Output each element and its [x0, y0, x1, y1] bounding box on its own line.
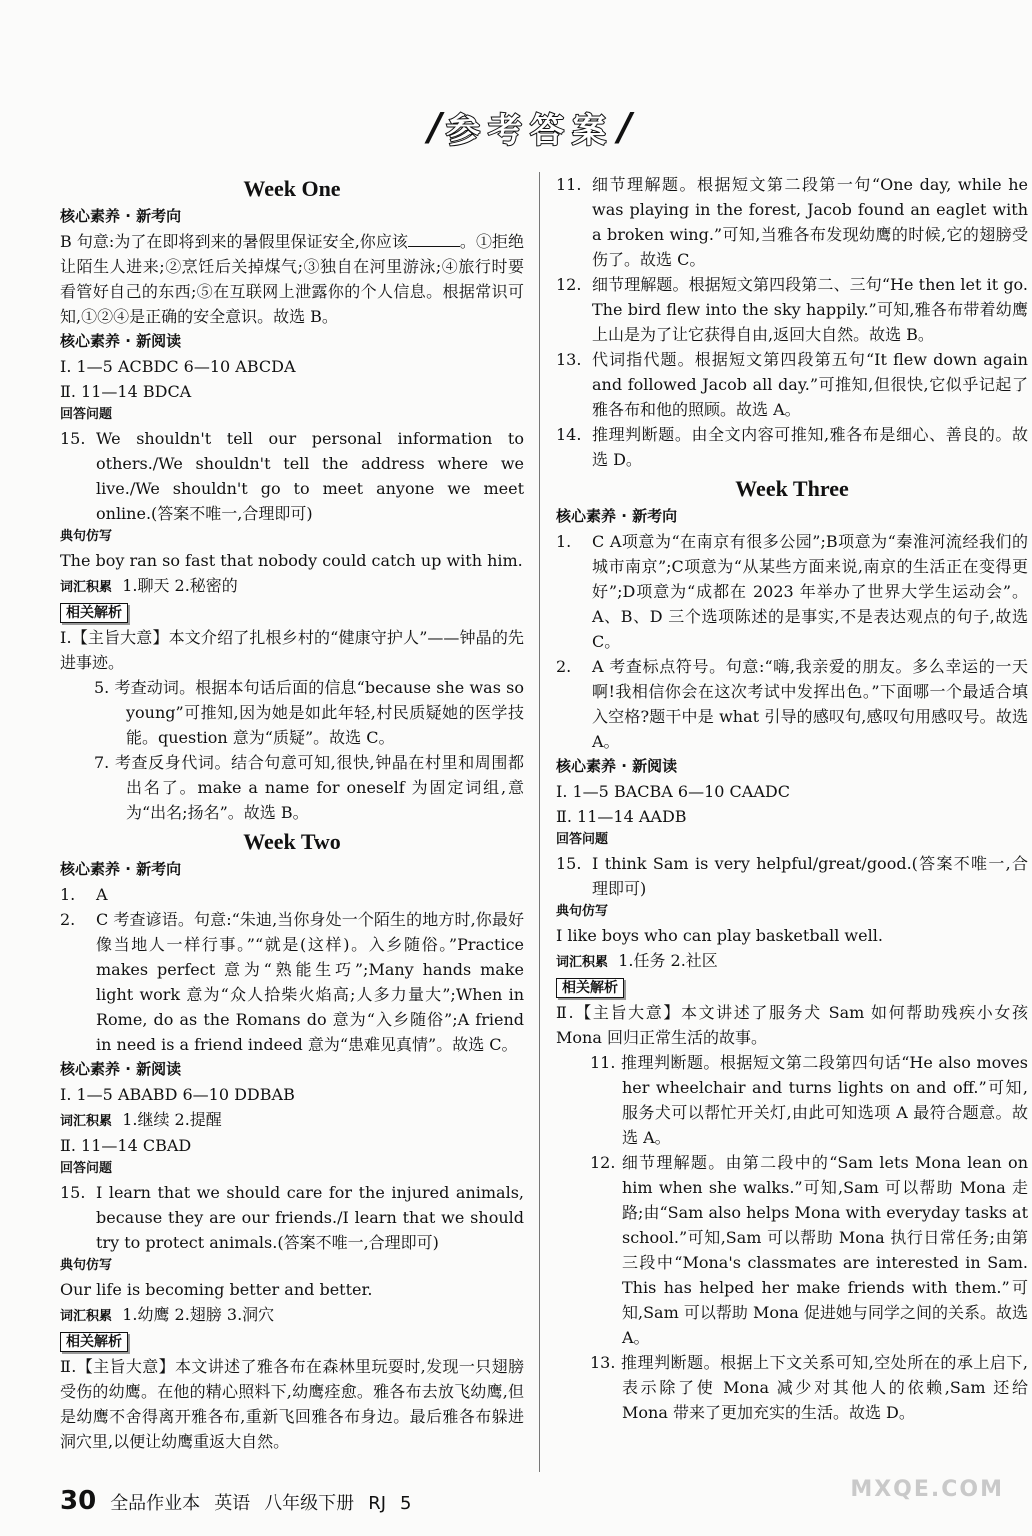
analysis-tag: 相关解析	[60, 603, 128, 623]
answer-item: 2. C 考查谚语。句意:“朱迪,当你身处一个陌生的地方时,你最好像当地人一样行事。”“就是(这样)。入乡随俗。”Practice makes perfect 意为“熟能生巧”;Many hands make light work 意为“众人拾柴火焰高;人多力量大”;When in Rome, do as the Romans do 意为“入乡随俗”;A friend in need is a friend indeed 意为“患难见真情”。故选 C。	[60, 910, 524, 1054]
answer-item: 2. A 考查标点符号。句意:“嗨,我亲爱的朋友。多么幸运的一天啊!我相信你会在这次考试中发挥出色。”下面哪一个最适合填入空格?题干中是 what 引导的感叹句,感叹句用感叹号。故选 A。	[556, 657, 1028, 751]
vocab-line: 词汇积累 1.聊天 2.秘密的	[60, 576, 238, 595]
subsection-heading: 典句仿写	[60, 1258, 113, 1273]
vocab-line: 词汇积累 1.继续 2.提醒	[60, 1110, 222, 1129]
vocab-line: 词汇积累 1.任务 2.社区	[556, 951, 718, 970]
answer-item: 15. I think Sam is very helpful/great/good.(答案不唯一,合理即可)	[556, 854, 1028, 898]
answer-item: 1. C A项意为“在南京有很多公园”;B项意为“秦淮河流经我们的城市南京”;C项意为“从某些方面来说,南京的生活正在变得更好”;D项意为“成都在 2023 年举办了世界大学生运动会”。A、B、D 三个选项陈述的是事实,不是表达观点的句子,故选 C。	[556, 532, 1028, 651]
subsection-heading: 回答问题	[556, 832, 609, 847]
answer-line: I like boys who can play basketball well.	[556, 926, 883, 945]
column-divider	[539, 172, 540, 1472]
grade-name: 八年级下册	[264, 1493, 355, 1514]
explanation-item: 11. 推理判断题。根据短文第二段第四句话“He also moves her wheelchair and turns lights on and off.”可知,服务犬可以帮忙开关灯,由此可知选项 A 最符合题意。故选 A。	[590, 1053, 1028, 1147]
answer-item: 1. A	[60, 885, 108, 904]
right-column	[556, 172, 1028, 1425]
subsection-heading: 典句仿写	[556, 904, 609, 919]
main-idea: Ⅱ.【主旨大意】本文讲述了雅各布在森林里玩耍时,发现一只翅膀受伤的幼鹰。在他的精心照料下,幼鹰痊愈。雅各布去放飞幼鹰,但是幼鹰不舍得离开雅各布,重新飞回雅各布身边。最后雅各布躲进洞穴里,以便让幼鹰重返大自然。	[60, 1357, 524, 1451]
banner-slash-left: /	[428, 105, 442, 149]
answer-line: The boy ran so fast that nobody could catch up with him.	[60, 551, 523, 570]
subsection-heading: 典句仿写	[60, 529, 113, 544]
section-heading: 核心素养 · 新阅读	[60, 1060, 182, 1078]
answer-line: Ⅰ. 1—5 ABABD 6—10 DDBAB	[60, 1085, 295, 1104]
answer-banner	[405, 102, 655, 152]
explanation-item: 12. 细节理解题。根据短文第四段第二、三句“He then let it go. The bird flew into the sky happily.”可知,雅各布带着幼鹰上山是为了让它获得自由,返回大自然。故选 B。	[556, 275, 1028, 344]
answer-line: Ⅱ. 11—14 BDCA	[60, 382, 192, 401]
section-heading: 核心素养 · 新考向	[60, 860, 182, 878]
subject-name: 英语	[214, 1493, 251, 1514]
page-number: 30	[60, 1486, 97, 1516]
analysis-tag: 相关解析	[60, 1332, 128, 1352]
answer-line: Ⅰ. 1—5 BACBA 6—10 CAADC	[556, 782, 790, 801]
answer-paragraph: B 句意:为了在即将到来的暑假里保证安全,你应该 。①拒绝让陌生人进来;②烹饪后关掉煤气;③独自在河里游泳;④旅行时要看管好自己的东西;⑤在互联网上泄露你的个人信息。根据常识可知,①②④是正确的安全意识。故选 B。	[60, 232, 524, 326]
week-two-title: Week Two	[243, 829, 341, 854]
book-name: 全品作业本	[110, 1493, 201, 1514]
explanation-item: 12. 细节理解题。由第二段中的“Sam lets Mona lean on him when she walks.”可知,Sam 可以帮助 Mona 走路;由“Sam also helps Mona with everyday tasks at school.”可知,Sam 可以帮助 Mona 执行日常任务;由第三段中“Mona's classmates are interested in Sam. This has helped her make friends with them.”可知,Sam 可以帮助 Mona 促进她与同学之间的关系。故选 A。	[590, 1153, 1028, 1347]
answer-line: Ⅱ. 11—14 AADB	[556, 807, 687, 826]
explanation-item: 7. 考查反身代词。结合句意可知,很快,钟晶在村里和周围都出名了。make a name for oneself 为固定词组,意为“出名;扬名”。故选 B。	[94, 753, 524, 822]
analysis-tag: 相关解析	[556, 978, 624, 998]
explanation-item: 11. 细节理解题。根据短文第二段第一句“One day, while he was playing in the forest, Jacob found an eaglet with a broken wing.”可知,当雅各布发现幼鹰的时候,它的翅膀受伤了。故选 C。	[556, 175, 1028, 269]
week-three-title: Week Three	[735, 476, 849, 501]
section-heading: 核心素养 · 新阅读	[60, 332, 182, 350]
page-footer	[60, 1486, 411, 1516]
left-column	[60, 172, 524, 1454]
volume-number: 5	[400, 1493, 412, 1514]
answer-line: Ⅰ. 1—5 ACBDC 6—10 ABCDA	[60, 357, 296, 376]
week-one-title: Week One	[243, 176, 341, 201]
answer-line: Our life is becoming better and better.	[60, 1280, 373, 1299]
section-heading: 核心素养 · 新考向	[60, 207, 182, 225]
watermark: MXQE.COM	[850, 1477, 1004, 1502]
subsection-heading: 回答问题	[60, 407, 113, 422]
section-heading: 核心素养 · 新阅读	[556, 757, 678, 775]
explanation-item: 13. 代词指代题。根据短文第四段第五句“It flew down again and followed Jacob all day.”可推知,但很快,它似乎记起了雅各布和他的照顾。故选 A。	[556, 350, 1028, 419]
main-idea: Ⅱ.【主旨大意】本文讲述了服务犬 Sam 如何帮助残疾小女孩 Mona 回归正常生活的故事。	[556, 1003, 1028, 1047]
vocab-line: 词汇积累 1.幼鹰 2.翅膀 3.洞穴	[60, 1305, 275, 1324]
explanation-item: 14. 推理判断题。由全文内容可推知,雅各布是细心、善良的。故选 D。	[556, 425, 1028, 469]
answer-line: Ⅱ. 11—14 CBAD	[60, 1136, 192, 1155]
explanation-item: 5. 考查动词。根据本句话后面的信息“because she was so young”可推知,因为她是如此年轻,村民质疑她的医学技能。question 意为“质疑”。故选 C。	[94, 678, 524, 747]
subsection-heading: 回答问题	[60, 1161, 113, 1176]
section-heading: 核心素养 · 新考向	[556, 507, 678, 525]
answer-item: 15. I learn that we should care for the injured animals, because they are our friends./I learn that we should try to protect animals.(答案不唯一,合理即可)	[60, 1183, 524, 1252]
main-idea: Ⅰ.【主旨大意】本文介绍了扎根乡村的“健康守护人”——钟晶的先进事迹。	[60, 628, 524, 672]
fill-blank	[408, 232, 460, 247]
explanation-item: 13. 推理判断题。根据上下文关系可知,空处所在的承上启下,表示除了使 Mona 减少对其他人的依赖,Sam 还给 Mona 带来了更加充实的生活。故选 D。	[590, 1353, 1028, 1422]
answer-item: 15. We shouldn't tell our personal information to others./We shouldn't tell the address where we live./We shouldn't go to meet anyone we meet online.(答案不唯一,合理即可)	[60, 429, 524, 523]
edition-code: RJ	[368, 1493, 387, 1514]
banner-title: 参考答案	[446, 110, 614, 151]
banner-slash-right: /	[618, 105, 632, 149]
